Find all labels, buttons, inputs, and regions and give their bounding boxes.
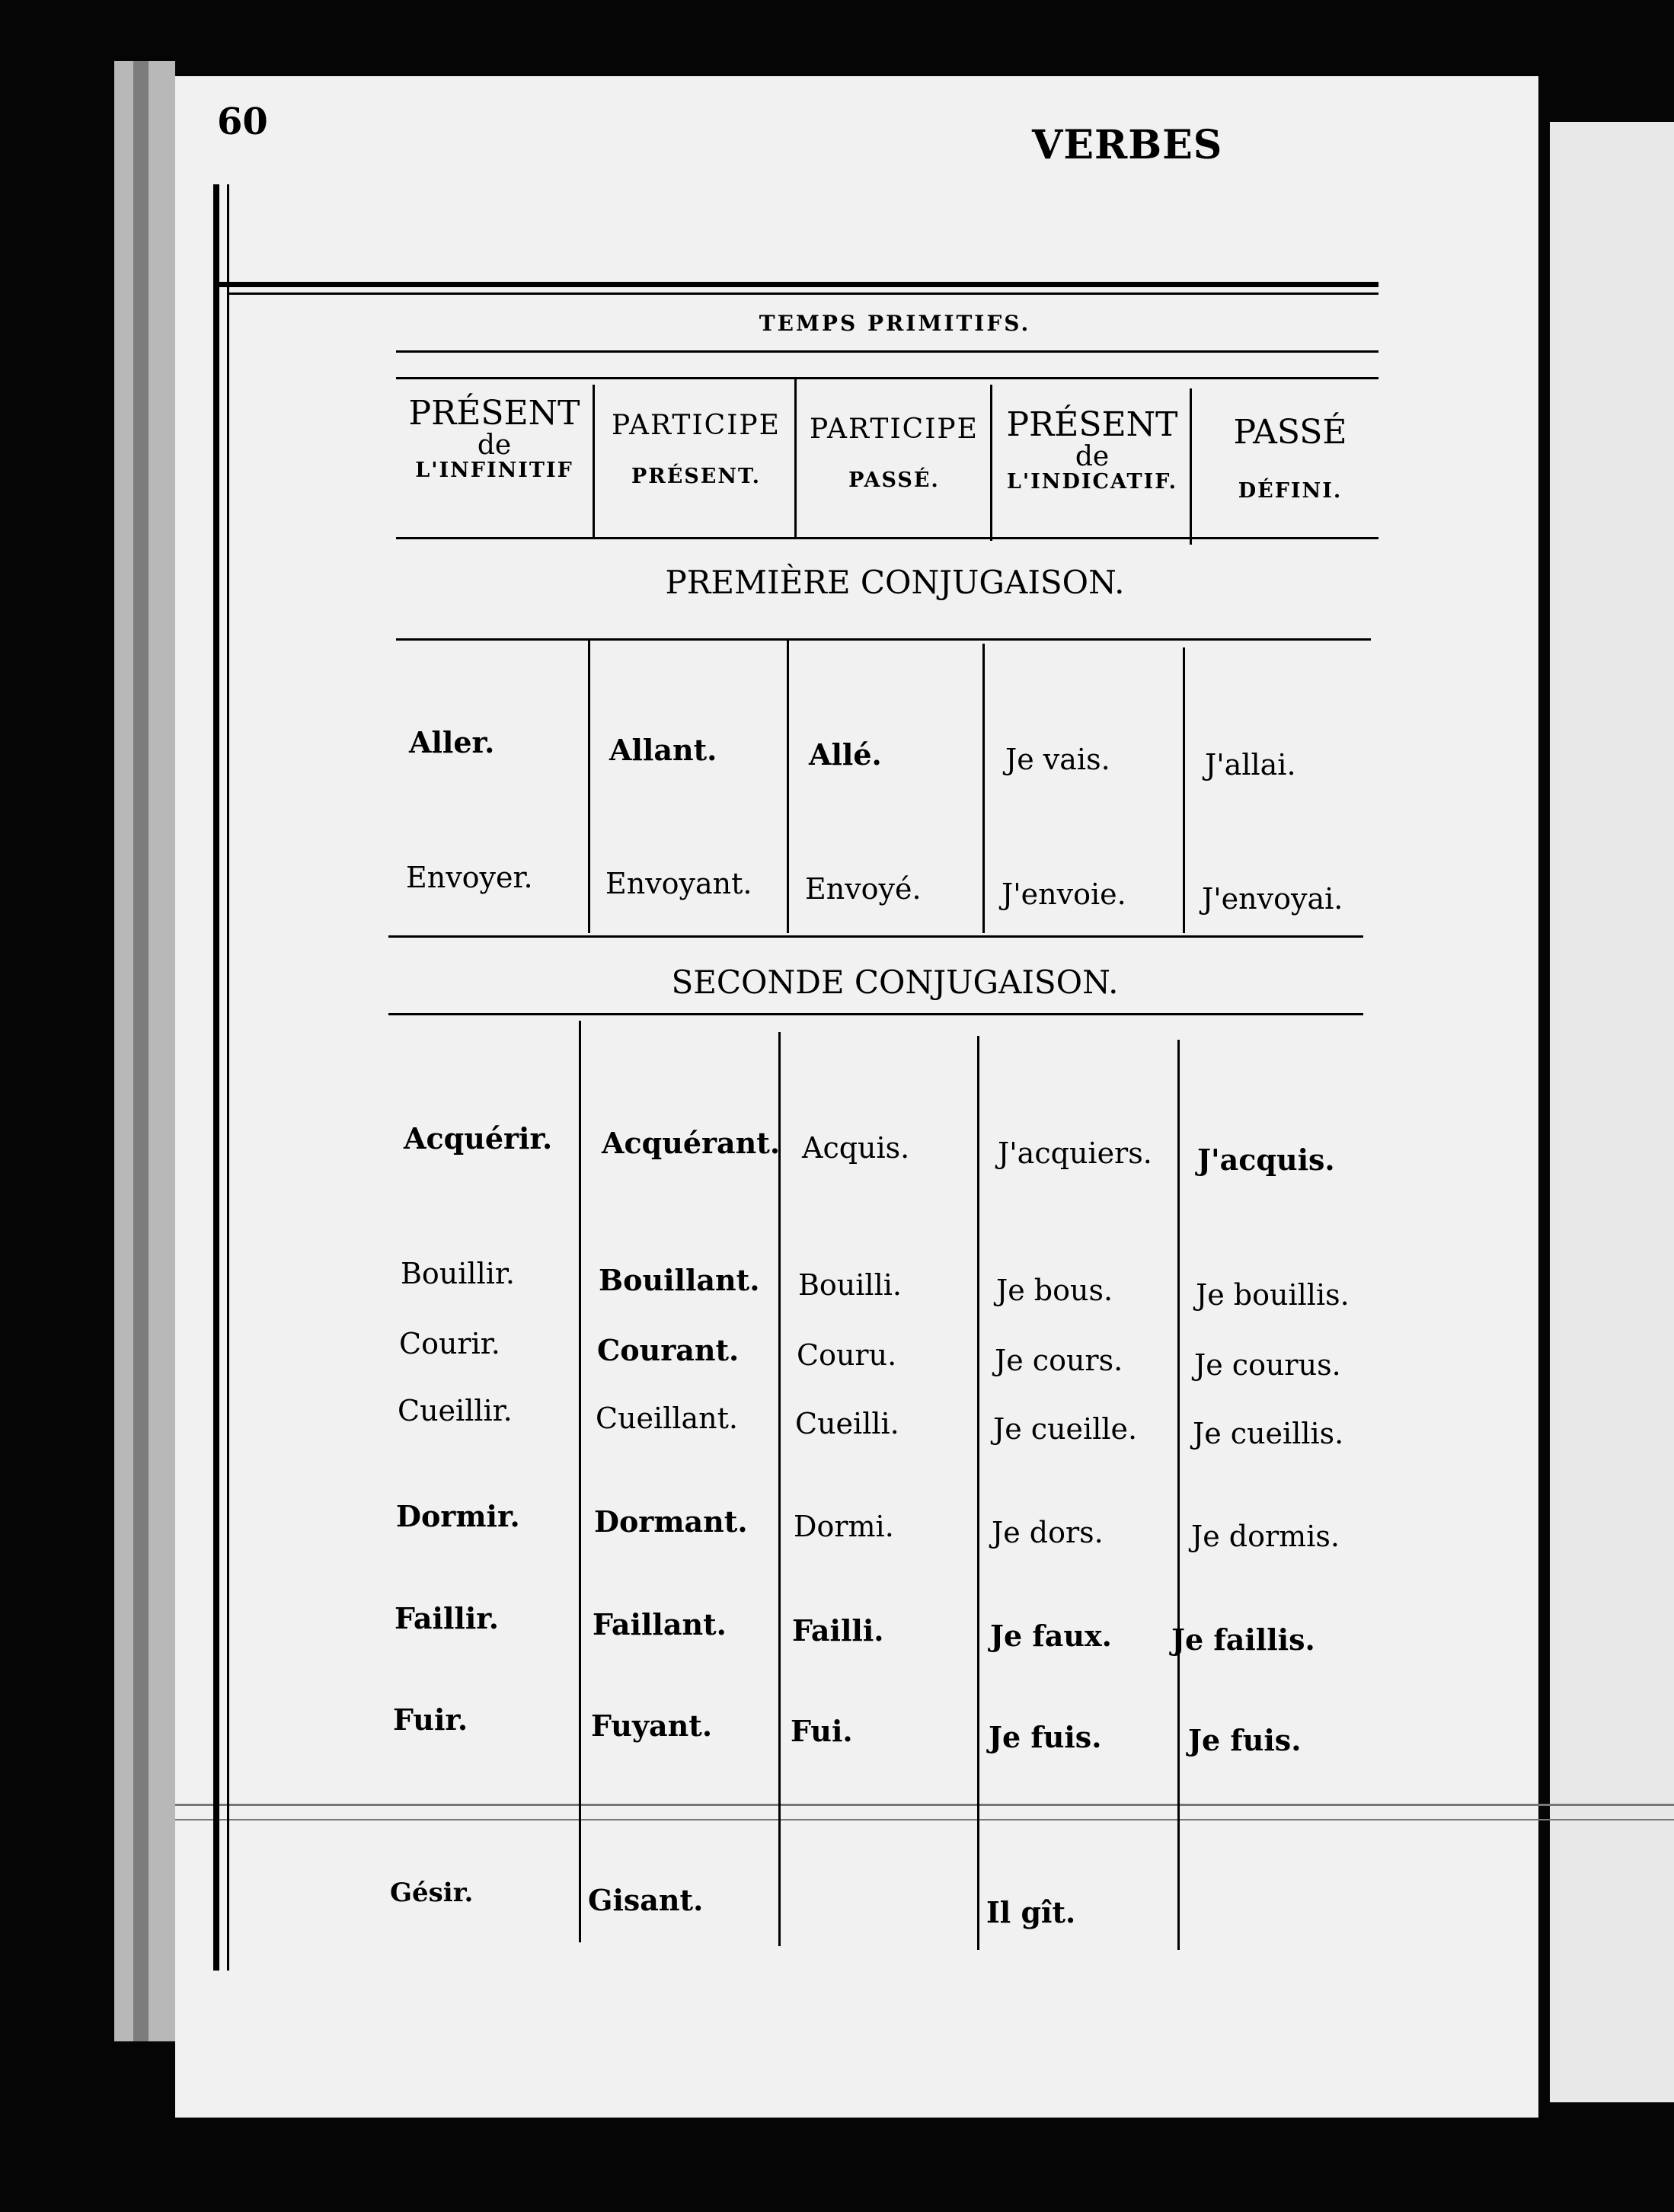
column-divider xyxy=(588,640,590,933)
header-participe-present: PARTICIPE PRÉSENT. xyxy=(612,410,781,488)
table-cell: Cueillir. xyxy=(398,1394,513,1427)
table-cell: Bouillir. xyxy=(401,1257,515,1290)
table-frame-left xyxy=(213,184,219,1971)
book-binding-shadow xyxy=(133,61,149,2041)
section1-title-rule xyxy=(396,638,1371,641)
table-cell: Je fuis. xyxy=(1188,1723,1302,1757)
table-cell: Fuir. xyxy=(393,1702,468,1737)
table-cell: Je bouillis. xyxy=(1196,1278,1350,1312)
header-passe-defini: PASSÉ DÉFINI. xyxy=(1233,413,1347,503)
table-cell: Je cueillis. xyxy=(1193,1417,1344,1450)
table-cell: Bouillant. xyxy=(599,1263,760,1297)
table-cell: Je faux. xyxy=(990,1619,1112,1653)
running-head: VERBES xyxy=(1032,122,1223,168)
table-cell: Je cours. xyxy=(995,1344,1123,1377)
table-cell: Acquérant. xyxy=(602,1126,781,1160)
table-frame-left-inner xyxy=(227,184,229,1971)
column-divider xyxy=(1177,1040,1180,1950)
table-cell: Acquis. xyxy=(802,1131,910,1165)
scan-artifact-line xyxy=(175,1804,1674,1806)
table-cell: Faillir. xyxy=(395,1601,500,1635)
column-divider xyxy=(1183,647,1185,933)
table-cell: Envoyer. xyxy=(406,861,533,894)
table-top-rule xyxy=(213,282,1378,287)
table-caption: TEMPS PRIMITIFS. xyxy=(759,311,1031,336)
section-title-seconde: SECONDE CONJUGAISON. xyxy=(671,964,1119,1001)
table-cell: Dormant. xyxy=(594,1504,748,1539)
table-cell: Courant. xyxy=(597,1333,740,1367)
table-cell: Je cueille. xyxy=(993,1412,1138,1446)
book-page xyxy=(175,76,1538,2118)
table-cell: J'envoyai. xyxy=(1202,882,1343,916)
table-cell: Je dormis. xyxy=(1191,1520,1340,1553)
column-divider xyxy=(778,1032,781,1946)
column-divider xyxy=(982,644,985,933)
column-divider xyxy=(579,1021,581,1942)
column-divider xyxy=(977,1036,979,1950)
section-title-premiere: PREMIÈRE CONJUGAISON. xyxy=(665,564,1125,601)
table-cell: Envoyant. xyxy=(605,867,752,900)
section2-top-rule xyxy=(388,935,1363,938)
table-cell: Allant. xyxy=(609,733,717,767)
table-cell: Envoyé. xyxy=(805,872,922,906)
column-divider xyxy=(593,385,595,537)
table-cell: Dormir. xyxy=(396,1499,520,1533)
table-cell: Bouilli. xyxy=(798,1268,902,1302)
table-cell: Allé. xyxy=(809,737,882,772)
table-cell: Courir. xyxy=(399,1327,500,1360)
caption-rule xyxy=(396,350,1378,353)
table-cell: Dormi. xyxy=(794,1510,894,1543)
table-cell: J'envoie. xyxy=(1002,877,1126,911)
table-cell: Gésir. xyxy=(390,1878,474,1908)
table-cell: Je fuis. xyxy=(989,1720,1102,1754)
table-cell: Fui. xyxy=(791,1714,853,1748)
table-cell: Failli. xyxy=(792,1613,884,1648)
table-cell: J'acquiers. xyxy=(998,1136,1152,1170)
table-cell: Acquérir. xyxy=(404,1121,553,1156)
table-cell: Je courus. xyxy=(1194,1348,1341,1382)
table-cell: Je faillis. xyxy=(1171,1622,1315,1657)
page-number: 60 xyxy=(217,101,268,143)
caption-rule-2 xyxy=(396,377,1378,379)
table-cell: Aller. xyxy=(409,725,495,759)
header-present-indicatif: PRÉSENT de L'INDICATIF. xyxy=(1006,405,1178,494)
header-present-infinitif: PRÉSENT de L'INFINITIF xyxy=(408,394,580,482)
table-top-rule-thin xyxy=(228,292,1378,295)
table-cell: Cueilli. xyxy=(795,1407,899,1440)
table-cell: Je dors. xyxy=(992,1516,1104,1549)
table-cell: J'allai. xyxy=(1205,748,1296,782)
scan-artifact-line xyxy=(175,1819,1674,1820)
table-cell: Je bous. xyxy=(996,1274,1113,1307)
table-cell: J'acquis. xyxy=(1197,1143,1335,1177)
table-cell: Il gît. xyxy=(986,1895,1076,1929)
header-bottom-rule xyxy=(396,537,1378,539)
table-cell: Je vais. xyxy=(1005,743,1110,776)
table-cell: Faillant. xyxy=(593,1607,727,1641)
header-participe-passe: PARTICIPE PASSÉ. xyxy=(810,414,979,492)
table-cell: Couru. xyxy=(797,1338,897,1372)
table-cell: Fuyant. xyxy=(591,1709,713,1743)
section2-title-rule xyxy=(388,1013,1363,1015)
column-divider xyxy=(787,640,789,933)
table-cell: Gisant. xyxy=(588,1883,704,1917)
table-cell: Cueillant. xyxy=(596,1402,738,1435)
